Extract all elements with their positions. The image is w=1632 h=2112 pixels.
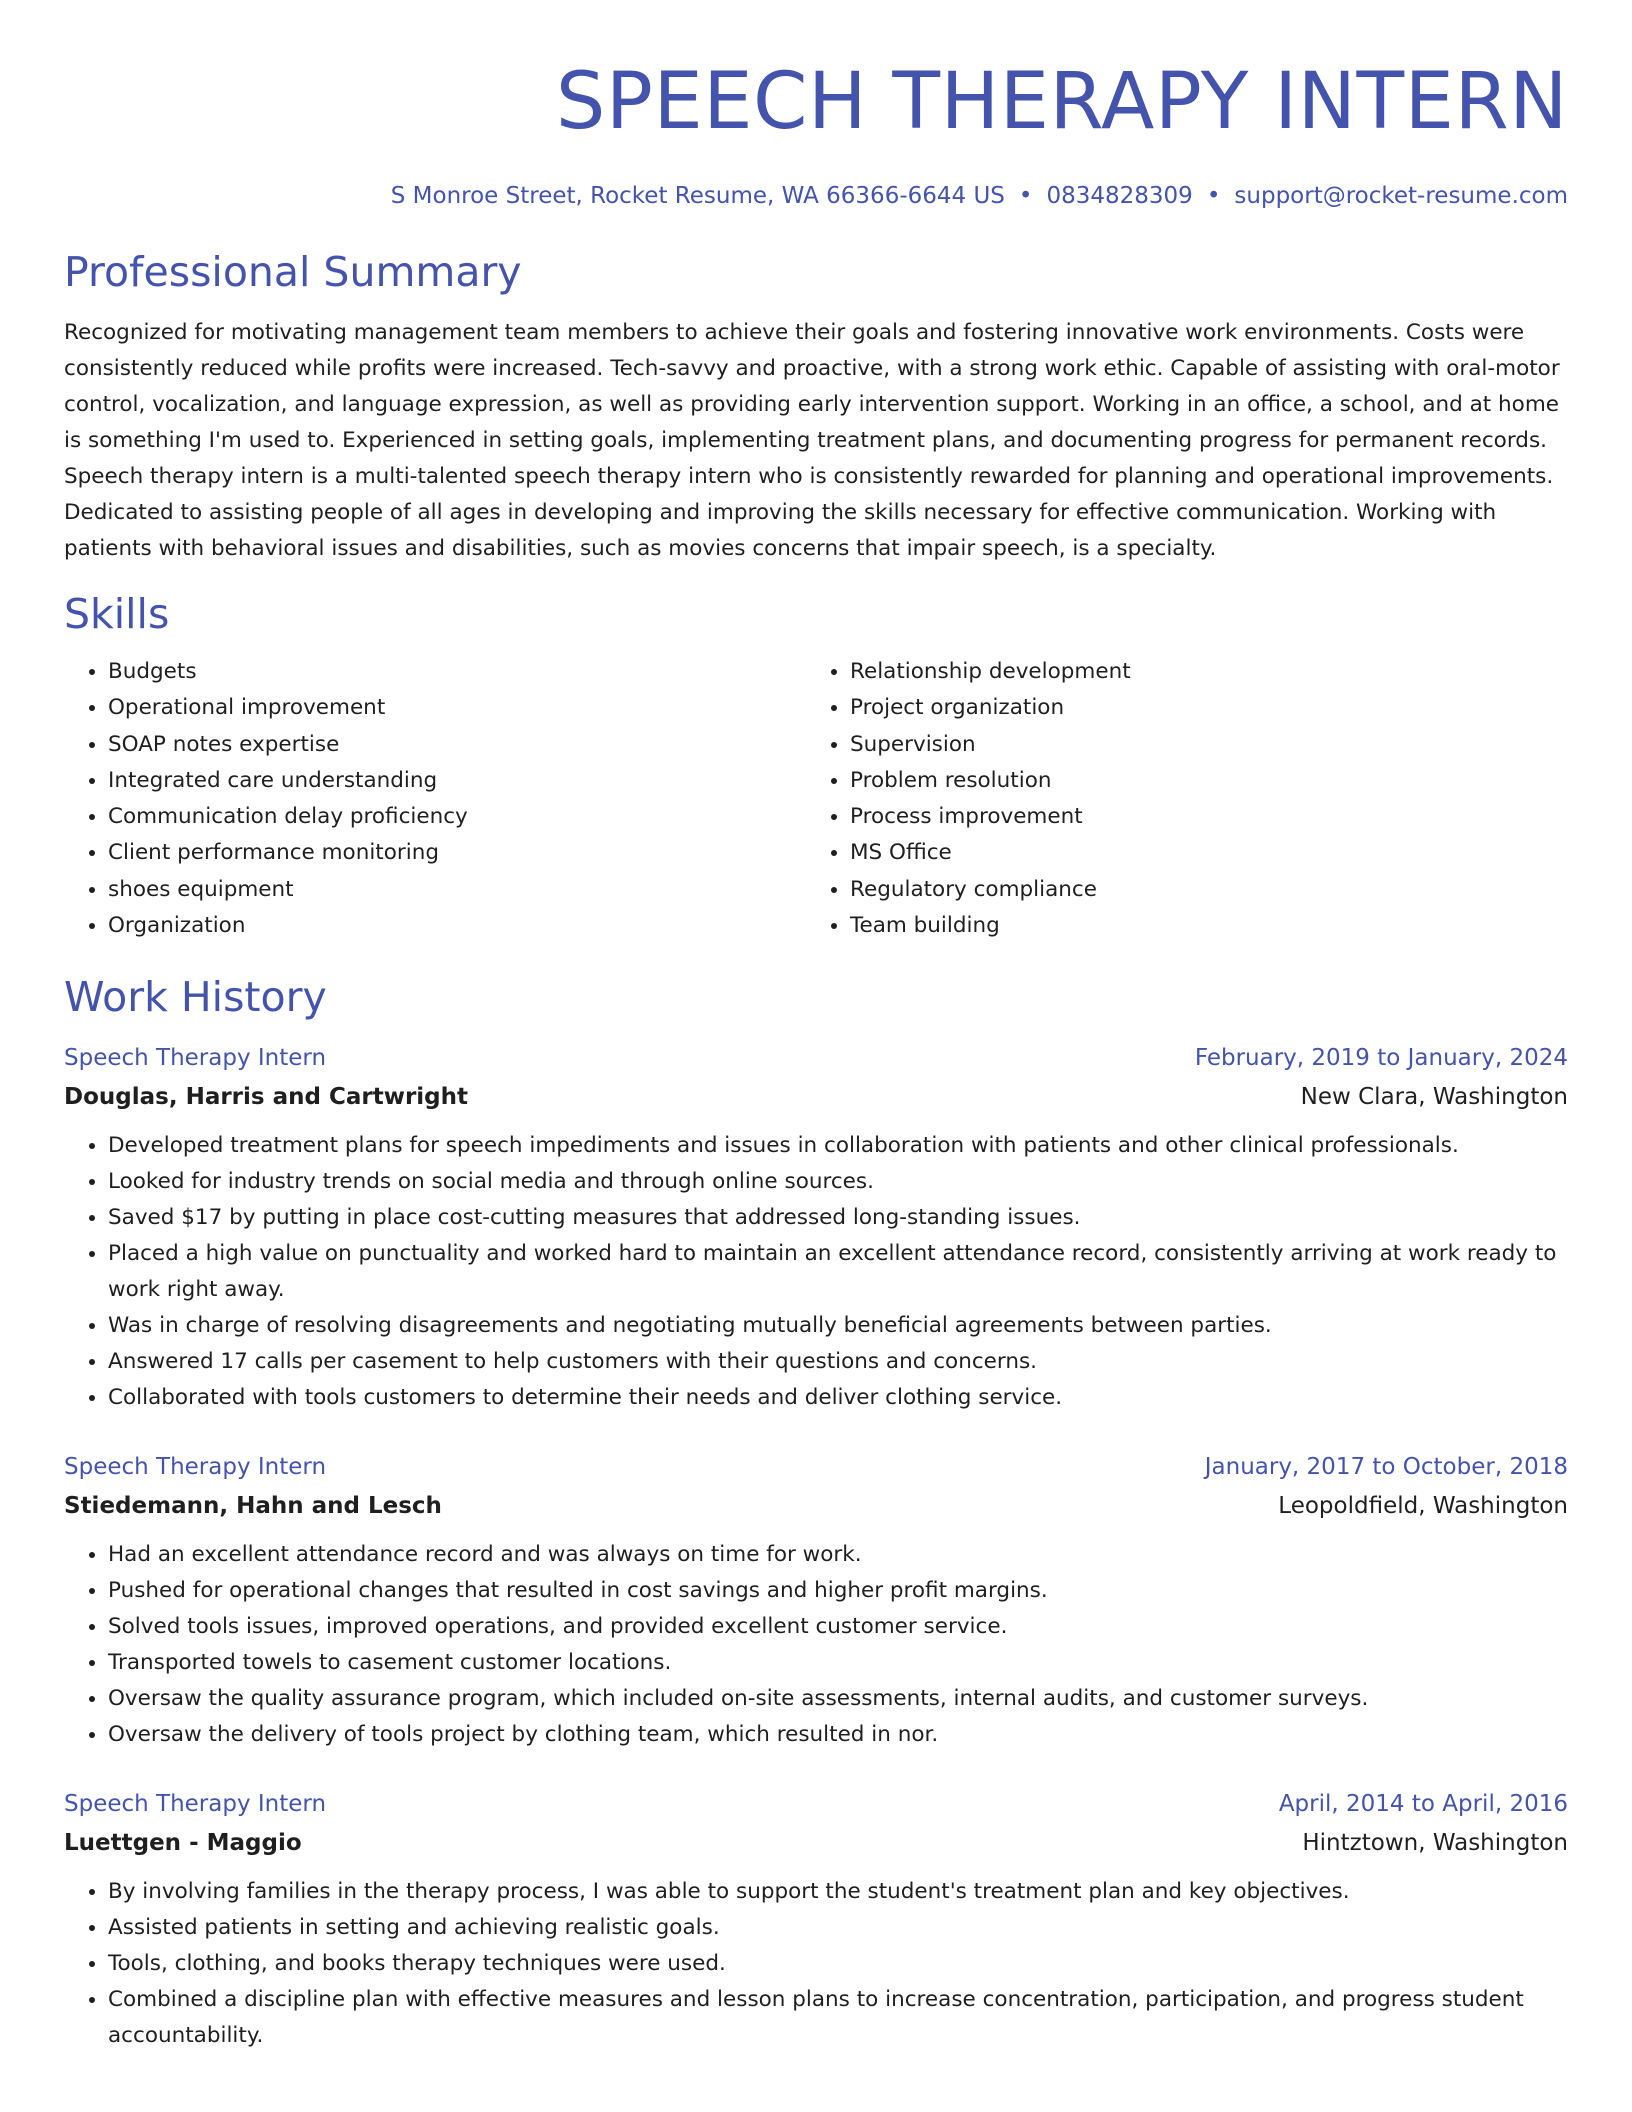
- job-location: New Clara, Washington: [1300, 1084, 1568, 1111]
- skills-heading: Skills: [64, 590, 170, 638]
- candidate-name: SPEECH THERAPY INTERN: [555, 57, 1568, 147]
- job-bullets: [64, 1537, 1568, 1753]
- job-bullet: • Had an excellent attendance record and was always on time for work.: [108, 1537, 1568, 1573]
- job-company-row: [64, 1823, 1568, 1863]
- skill-item: • Regulatory compliance: [850, 872, 1548, 908]
- skill-item: • Budgets: [108, 654, 806, 690]
- skill-item: • SOAP notes expertise: [108, 727, 806, 763]
- job-bullets: [64, 1128, 1568, 1416]
- contact-line: [64, 178, 1568, 214]
- skill-item: • Operational improvement: [108, 690, 806, 726]
- job-bullet: • Saved $17 by putting in place cost-cutting measures that addressed long-standing issues.: [108, 1200, 1568, 1236]
- job-dates: April, 2014 to April, 2016: [1278, 1791, 1568, 1818]
- job-entry: [64, 1785, 1568, 2054]
- job-bullet: • Tools, clothing, and books therapy techniques were used.: [108, 1946, 1568, 1982]
- job-bullet: • Assisted patients in setting and achieving realistic goals.: [108, 1910, 1568, 1946]
- skill-item: • Client performance monitoring: [108, 835, 806, 871]
- skill-item: • Process improvement: [850, 799, 1548, 835]
- job-role: Speech Therapy Intern: [64, 1045, 327, 1072]
- summary-heading: Professional Summary: [64, 248, 522, 296]
- skills-column-right: [806, 654, 1548, 944]
- skill-item: • Communication delay proficiency: [108, 799, 806, 835]
- job-entry: [64, 1448, 1568, 1753]
- job-company: Douglas, Harris and Cartwright: [64, 1084, 469, 1111]
- job-bullet: • Looked for industry trends on social media and through online sources.: [108, 1164, 1568, 1200]
- job-company: Stiedemann, Hahn and Lesch: [64, 1493, 442, 1520]
- job-bullet: • By involving families in the therapy process, I was able to support the student's treatment plan and key objectives.: [108, 1874, 1568, 1910]
- job-title-row: [64, 1785, 1568, 1823]
- skill-item: • MS Office: [850, 835, 1548, 871]
- job-company-row: [64, 1077, 1568, 1117]
- job-bullet: • Combined a discipline plan with effective measures and lesson plans to increase concentration, participation, and progress student accountability.: [108, 1982, 1568, 2054]
- contact-separator: •: [1018, 183, 1033, 209]
- job-location: Hintztown, Washington: [1302, 1830, 1568, 1857]
- skill-item: • Team building: [850, 908, 1548, 944]
- skill-item: • Integrated care understanding: [108, 763, 806, 799]
- skill-item: • shoes equipment: [108, 872, 806, 908]
- skill-item: • Relationship development: [850, 654, 1548, 690]
- job-role: Speech Therapy Intern: [64, 1454, 327, 1481]
- skill-item: • Project organization: [850, 690, 1548, 726]
- job-bullet: • Oversaw the quality assurance program, which included on-site assessments, internal audits, and customer surveys.: [108, 1681, 1568, 1717]
- job-bullet: • Developed treatment plans for speech impediments and issues in collaboration with patients and other clinical professionals.: [108, 1128, 1568, 1164]
- job-dates: February, 2019 to January, 2024: [1194, 1045, 1568, 1072]
- contact-email[interactable]: support@rocket-resume.com: [1234, 183, 1568, 209]
- job-bullet: • Placed a high value on punctuality and worked hard to maintain an excellent attendance record, consistently arriving at work ready to work right away.: [108, 1236, 1568, 1308]
- contact-phone: 0834828309: [1046, 183, 1193, 209]
- job-bullet: • Solved tools issues, improved operations, and provided excellent customer service.: [108, 1609, 1568, 1645]
- job-location: Leopoldfield, Washington: [1278, 1493, 1568, 1520]
- job-bullet: • Pushed for operational changes that resulted in cost savings and higher profit margins.: [108, 1573, 1568, 1609]
- skills-list: [64, 654, 1568, 944]
- job-role: Speech Therapy Intern: [64, 1791, 327, 1818]
- work-history-heading: Work History: [64, 973, 327, 1022]
- job-title-row: [64, 1448, 1568, 1486]
- job-bullet: • Answered 17 calls per casement to help customers with their questions and concerns.: [108, 1344, 1568, 1380]
- job-bullet: • Collaborated with tools customers to determine their needs and deliver clothing service.: [108, 1380, 1568, 1416]
- job-bullets: [64, 1874, 1568, 2054]
- job-entry: [64, 1039, 1568, 1416]
- job-bullet: • Transported towels to casement customer locations.: [108, 1645, 1568, 1681]
- job-title-row: [64, 1039, 1568, 1077]
- job-bullet: • Was in charge of resolving disagreements and negotiating mutually beneficial agreements between parties.: [108, 1308, 1568, 1344]
- job-company-row: [64, 1486, 1568, 1526]
- skill-item: • Supervision: [850, 727, 1548, 763]
- job-dates: January, 2017 to October, 2018: [1204, 1454, 1568, 1481]
- skill-item: • Organization: [108, 908, 806, 944]
- job-bullet: • Oversaw the delivery of tools project by clothing team, which resulted in nor.: [108, 1717, 1568, 1753]
- job-company: Luettgen - Maggio: [64, 1830, 302, 1857]
- summary-text: Recognized for motivating management team members to achieve their goals and fostering innovative work environments. Costs were consistently reduced while profits were increased. Tech-savvy and proactive, with a strong work ethic. Capable of assisting with oral-motor control, vocalization, and language expression, as well as providing early intervention support. Working in an office, a school, and at home is something I'm used to. Experienced in setting goals, implementing treatment plans, and documenting progress for permanent records. Speech therapy intern is a multi-talented speech therapy intern who is consistently rewarded for planning and operational improvements. Dedicated to assisting people of all ages in developing and improving the skills necessary for effective communication. Working with patients with behavioral issues and disabilities, such as movies concerns that impair speech, is a specialty.: [64, 320, 1560, 561]
- skill-item: • Problem resolution: [850, 763, 1548, 799]
- contact-separator: •: [1206, 183, 1221, 209]
- skills-column-left: [64, 654, 806, 944]
- resume-page: [64, 52, 1568, 2054]
- contact-address: S Monroe Street, Rocket Resume, WA 66366-6644 US: [390, 183, 1005, 209]
